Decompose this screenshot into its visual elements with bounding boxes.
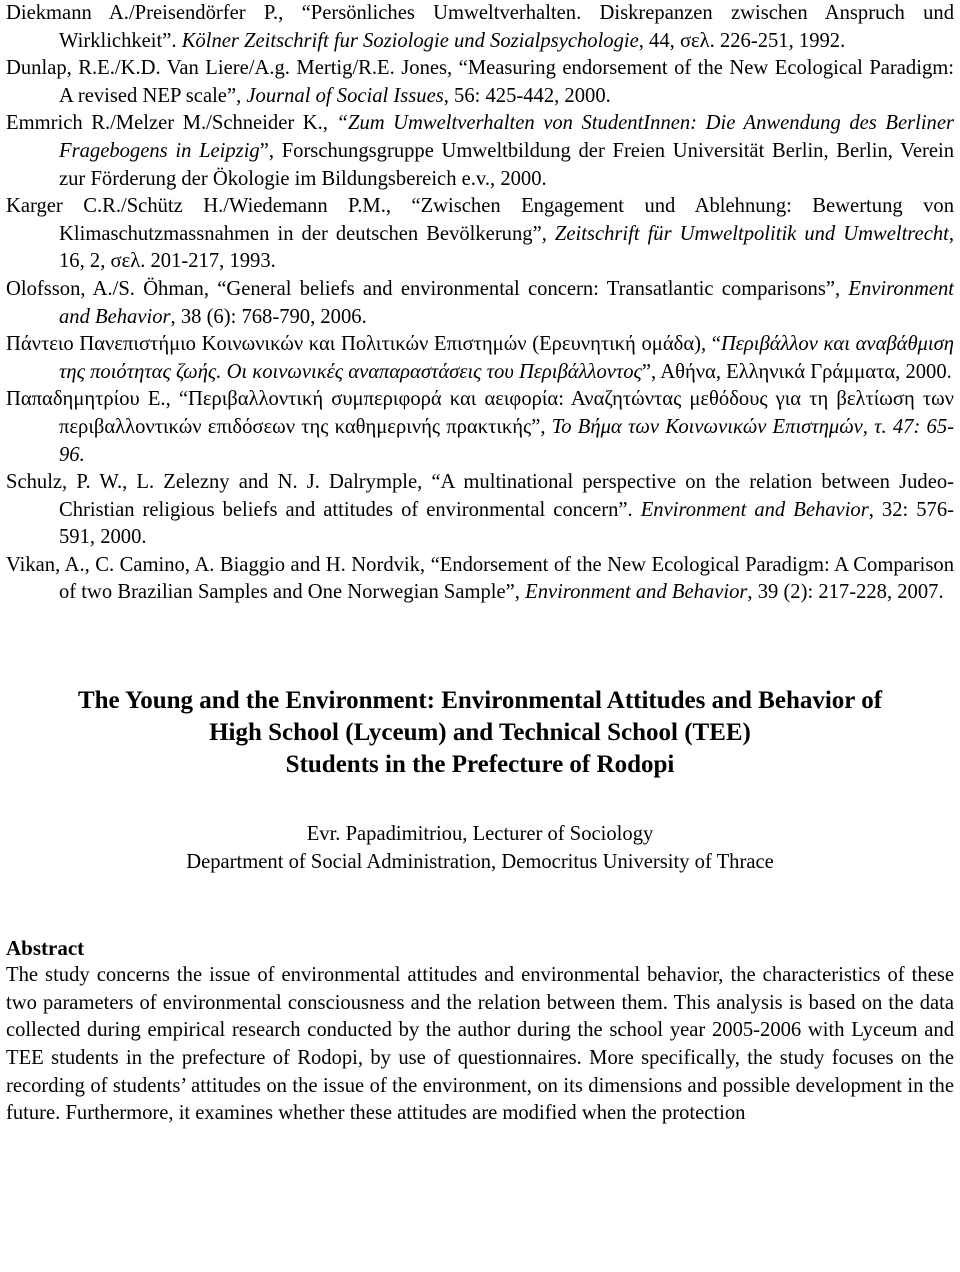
reference-text: Πάντειο Πανεπιστήμιο Κοινωνικών και Πολιτικών Επιστημών (Ερευνητική ομάδα), “ [6, 333, 721, 356]
reference-text: Dunlap, R.E./K.D. Van Liere/A.g. Mertig/R.E. Jones, “Measuring endorsement of the New Ecological Paradigm: A revised NEP scale”, [6, 57, 954, 107]
reference-entry [6, 386, 954, 469]
reference-italic-text: “Zum Umweltverhalten von StudentInnen: Die Anwendung des Berliner Fragebogens in Leipzig [59, 112, 954, 162]
paper-title-line-2: High School (Lyceum) and Technical School (TEE) [209, 719, 751, 747]
reference-text: Vikan, A., C. Camino, A. Biaggio and H. Nordvik, “Endorsement of the New Ecological Paradigm: A Comparison of two Brazilian Samples and One Norwegian Sample”, [6, 553, 954, 604]
reference-text: , 38 (6): 768-790, 2006. [170, 305, 367, 328]
reference-italic-text: Environment and Behavior [59, 277, 954, 328]
reference-italic-text: Zeitschrift für Umweltpolitik und Umweltrecht, [554, 222, 955, 245]
reference-italic-text: Environment and Behavior [640, 498, 869, 521]
author-role: , Lecturer of Sociology [462, 823, 654, 846]
reference-italic-text: Environment and Behavior [525, 581, 748, 604]
paper-title [6, 685, 954, 781]
reference-list [6, 0, 954, 607]
reference-text: , 39 (2): 217-228, 2007. [747, 581, 944, 604]
reference-italic-text: Kölner Zeitschrift fur Soziologie und Sozialpsychologie [181, 29, 639, 52]
abstract-text: The study concerns the issue of environmental attitudes and environmental behavior, the characteristics of these two parameters of environmental consciousness and the relation between them. This analysis is based on the data collected during empirical research conducted by the author during the school year 2005-2006 with Lyceum and TEE students in the prefecture of Rodopi, by use of questionnaires. More specifically, the study focuses on the recording of students’ attitudes on the issue of the environment, on its dimensions and possible development in the future. Furthermore, it examines whether these attitudes are modified when the protection [6, 964, 954, 1125]
author-line [6, 821, 954, 849]
abstract-heading: Abstract [6, 936, 85, 961]
reference-entry [6, 552, 954, 607]
author-affiliation: Department of Social Administration, Democritus University of Thrace [186, 850, 774, 873]
author-block [6, 821, 954, 876]
reference-entry [6, 0, 954, 55]
reference-text: Diekmann A./Preisendörfer P., “Persönliches Umweltverhalten. Diskrepanzen zwischen Anspruch und Wirklichkeit”. [6, 2, 954, 52]
reference-italic-text: Journal of Social Issues [246, 84, 444, 107]
reference-entry [6, 276, 954, 331]
reference-text: 16, 2, σελ. 201-217, 1993. [59, 250, 276, 273]
reference-entry [6, 110, 954, 193]
reference-entry [6, 193, 954, 276]
paper-title-line-3: Students in the Prefecture of Rodopi [285, 751, 675, 779]
reference-entry [6, 469, 954, 552]
reference-text: Karger C.R./Schütz H./Wiedemann P.M., “Zwischen Engagement und Ablehnung: Bewertung von Klimaschutzmassnahmen in der deutschen Bevölkerung”, [6, 195, 954, 245]
reference-text: Παπαδημητρίου Ε., “Περιβαλλοντική συμπεριφορά και αειφορία: Αναζητώντας μεθόδους για τη βελτίωση των περιβαλλοντικών επιδόσεων της καθημερινής πρακτικής”, [6, 388, 954, 438]
reference-italic-text: Περιβάλλον και αναβάθμιση της ποιότητας ζωής. Οι κοινωνικές αναπαραστάσεις του Περιβάλλοντος [59, 333, 954, 383]
reference-text: , 32: 576-591, 2000. [59, 498, 954, 549]
author-name: Evr. Papadimitriou [306, 823, 463, 846]
reference-text: ”, Αθήνα, Ελληνικά Γράμματα, 2000. [641, 360, 952, 383]
reference-text: Olofsson, A./S. Öhman, “General beliefs and environmental concern: Transatlantic comparisons”, [6, 277, 849, 300]
reference-text: , 56: 425-442, 2000. [443, 84, 611, 107]
reference-text: ”, Forschungsgruppe Umweltbildung der Freien Universität Berlin, Berlin, Verein zur Förderung der Ökologie im Bildungsbereich e.v., 2000. [59, 139, 954, 190]
paper-title-line-1: The Young and the Environment: Environmental Attitudes and Behavior of [77, 687, 883, 715]
reference-italic-text: Το Βήμα των Κοινωνικών Επιστημών, τ. 47: 65-96. [59, 415, 954, 466]
reference-text: , 44, σελ. 226-251, 1992. [638, 29, 846, 52]
reference-entry [6, 331, 954, 386]
reference-text: Schulz, P. W., L. Zelezny and N. J. Dalrymple, “A multinational perspective on the relation between Judeo-Christian religious beliefs and attitudes of environmental concern”. [6, 471, 954, 521]
reference-entry [6, 55, 954, 110]
reference-text: Emmrich R./Melzer M./Schneider K., [6, 112, 337, 135]
